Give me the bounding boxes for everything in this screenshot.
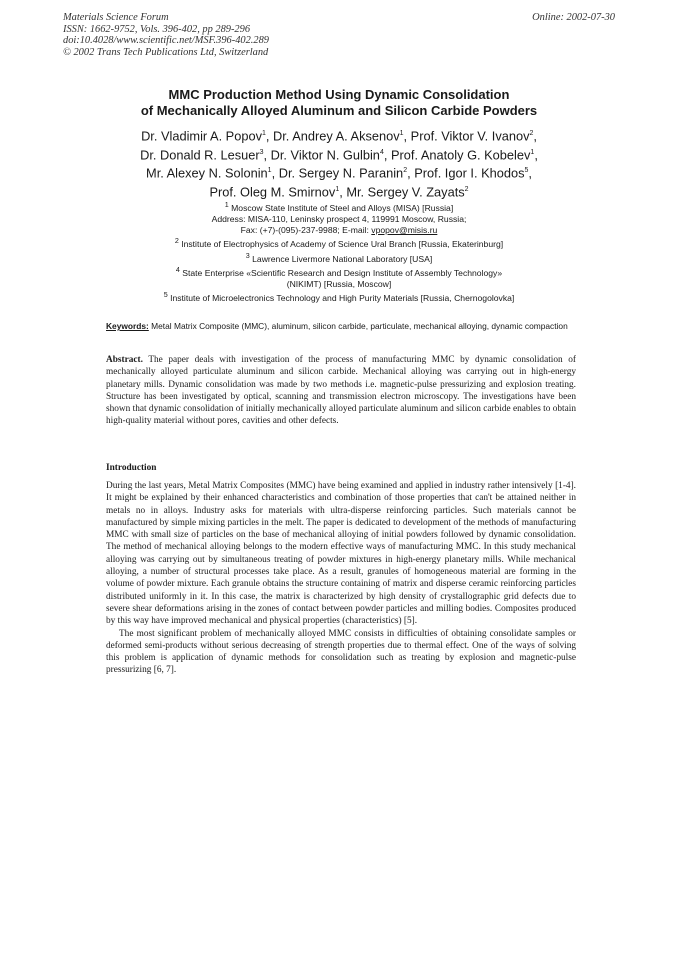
author-affiliation-mark: 2 xyxy=(464,185,469,193)
introduction-body xyxy=(106,480,576,677)
keywords-text: Metal Matrix Composite (MMC), aluminum, silicon carbide, particulate, mechanical alloying, dynamic compaction xyxy=(148,321,568,331)
author-affiliation-mark: 3 xyxy=(259,148,264,156)
online-date: Online: 2002-07-30 xyxy=(532,12,615,23)
abstract-text: The paper deals with investigation of the process of manufacturing MMC by dynamic consolidation of mechanically alloyed particulate aluminum and silicon carbide. Mechanical alloying was carrying out in high-energy planetary mills. Dynamic consolidation was made by two methods i.e. magnetic-pulse pressurizing and explosion treating. Structure has been investigated by optical, scanning and transmission electron microscopy. The investigations have been shown that dynamic consolidation of initially mechanically alloyed particulate aluminum and silicon carbide enables to obtain high-quality material without pores, cavities and other defects. xyxy=(106,355,576,427)
author-line: Prof. Oleg M. Smirnov$^1$, Mr. Sergey V. Zayats$^2$ xyxy=(209,183,469,199)
author-name: Dr. Viktor N. Gulbin xyxy=(270,146,380,162)
author-name: Dr. Vladimir A. Popov xyxy=(141,128,262,144)
author-name: Dr. Andrey A. Aksenov xyxy=(273,128,400,144)
page-header xyxy=(63,12,615,58)
author-affiliation-mark: 1 xyxy=(399,130,404,137)
affiliation-3: $^3$ Lawrence Livermore National Laboratory [USA] xyxy=(245,251,433,264)
title-line-1: MMC Production Method Using Dynamic Consolidation xyxy=(168,87,510,102)
paper-title xyxy=(0,87,678,119)
author-list xyxy=(0,126,678,200)
journal-name: Materials Science Forum xyxy=(63,12,169,23)
affiliation-5: $^5$ Institute of Microelectronics Technology and High Purity Materials [Russia, Chernogolovka] xyxy=(163,290,515,303)
copyright-line: © 2002 Trans Tech Publications Ltd, Switzerland xyxy=(63,46,269,58)
author-name: Mr. Alexey N. Solonin xyxy=(146,165,268,181)
author-affiliation-mark: 4 xyxy=(379,148,384,156)
keywords-label: Keywords: xyxy=(106,321,149,331)
author-affiliation-mark: 5 xyxy=(524,167,529,175)
affiliation-list xyxy=(0,200,678,304)
affiliation-2: $^2$ Institute of Electrophysics of Academy of Science Ural Branch [Russia, Ekaterinburg] xyxy=(174,237,504,250)
author-line: Mr. Alexey N. Solonin$^1$, Dr. Sergey N. Paranin$^2$, Prof. Igor I. Khodos$^5$, xyxy=(146,165,532,181)
author-name: Prof. Igor I. Khodos xyxy=(414,165,525,181)
paragraph: The most significant problem of mechanically alloyed MMC consists in difficulties of obtaining consolidate samples or deformed semi-products without serious decreasing of strength properties due to thermal effect. One of the ways of solving this problem is application of dynamic methods for consolidation such as treating by explosion and magnetic-pulse pressurizing [6, 7]. xyxy=(106,628,576,676)
affiliation-contact: Fax: (+7)-(095)-237-9988; E-mail: vpopov@misis.ru xyxy=(240,225,438,236)
title-line-2: of Mechanically Alloyed Aluminum and Silicon Carbide Powders xyxy=(140,103,538,118)
author-affiliation-mark: 2 xyxy=(403,167,408,175)
affiliation-address: Address: MISA-110, Leninsky prospect 4, 119991 Moscow, Russia; xyxy=(211,214,467,225)
paragraph: During the last years, Metal Matrix Composites (MMC) have being examined and applied in industry rather intensively [1-4]. It might be explained by their enhanced characteristics and combination of those properties that can't be attained neither in metals no in alloys. Industry asks for materials with ultra-disperse reinforcing particles. Such materials cannot be manufactured by simple mixing particles in the melt. The paper is dedicated to development of the methods of manufacturing MMC with small size of particles on the base of mechanical alloying of initial powders followed by dynamic consolidation. The method of mechanical alloying belongs to the modern effective ways of manufacturing MMC. In this study mechanical alloying was carrying out by simultaneous treating of powder mixtures in high-energy planetary mills. While mechanical alloying, a number of structural processes take place. As a result, granules of homogeneous material are forming in the volume of powder mixture. Each granule obtains the structure containing of matrix and disperse ceramic reinforcing particles distributed uniformly in it. In this case, the matrix is characterized by high density of crystallographic grid defects due to severe shear deformations arising in the zones of contact between powder particles and milling bodies. Composites produced by this way have improved mechanical and physical properties (characteristics) [5]. xyxy=(106,481,576,627)
author-name: Prof. Oleg M. Smirnov xyxy=(209,183,336,199)
author-affiliation-mark: 2 xyxy=(529,130,534,137)
author-affiliation-mark: 1 xyxy=(335,185,340,193)
email-link[interactable]: vpopov@misis.ru xyxy=(371,225,438,236)
doi-link[interactable]: doi:10.4028/www.scientific.net/MSF.396-402.289 xyxy=(63,35,269,47)
issn-line: ISSN: 1662-9752, Vols. 396-402, pp 289-296 xyxy=(63,23,251,35)
keywords-block xyxy=(106,320,576,332)
author-affiliation-mark: 1 xyxy=(261,130,266,137)
abstract-label: Abstract. xyxy=(106,355,143,365)
author-line: Dr. Vladimir A. Popov$^1$, Dr. Andrey A. Aksenov$^1$, Prof. Viktor V. Ivanov$^2$, xyxy=(141,128,537,144)
author-name: Dr. Donald R. Lesuer xyxy=(140,146,260,162)
affiliation-1: $^1$ Moscow State Institute of Steel and Alloys (MISA) [Russia] xyxy=(224,201,454,213)
affiliation-4: $^4$ State Enterprise «Scientific Research and Design Institute of Assembly Technology» xyxy=(175,265,503,278)
author-name: Mr. Sergey V. Zayats xyxy=(346,183,465,199)
abstract-block xyxy=(106,354,576,428)
author-affiliation-mark: 1 xyxy=(267,167,272,175)
section-heading-introduction: Introduction xyxy=(106,463,157,473)
author-line: Dr. Donald R. Lesuer$^3$, Dr. Viktor N. Gulbin$^4$, Prof. Anatoly G. Kobelev$^1$, xyxy=(140,146,538,162)
author-name: Prof. Anatoly G. Kobelev xyxy=(390,146,531,162)
affiliation-4-cont: (NIKIMT) [Russia, Moscow] xyxy=(286,278,392,289)
author-name: Dr. Sergey N. Paranin xyxy=(278,165,404,181)
author-name: Prof. Viktor V. Ivanov xyxy=(410,128,530,144)
author-affiliation-mark: 1 xyxy=(530,148,535,156)
